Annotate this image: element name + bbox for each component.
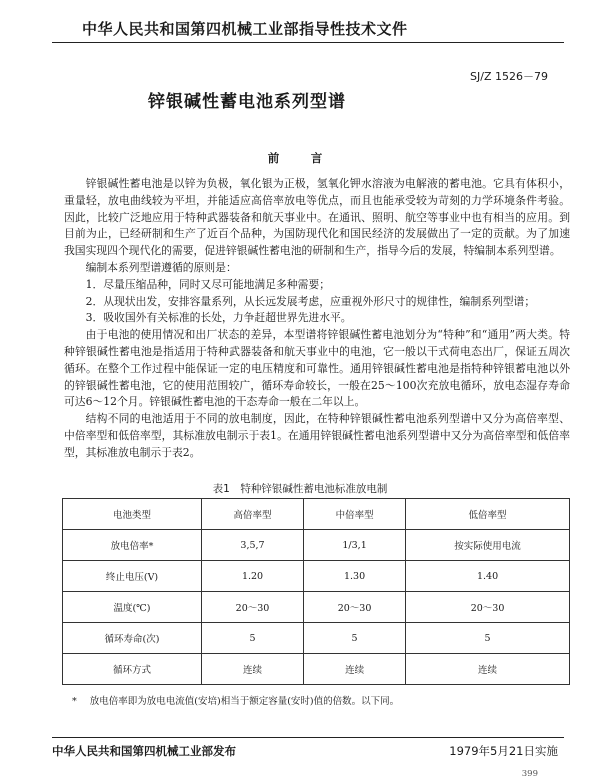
table-row: [63, 623, 570, 654]
footnote-marker: *: [72, 696, 77, 707]
table-cell: 20～30: [304, 592, 406, 623]
row-label: 循环方式: [63, 654, 202, 685]
preface-paragraph: 锌银碱性蓄电池是以锌为负极，氧化银为正极，氢氧化钾水溶液为电解液的蓄电池。它具有体积小，重量轻，放电曲线较为平坦，并能适应高倍率放电等优点，而且也能承受较为苛刻的力学环境条件考验。因此，比较广泛地应用于特种武器装备和航天事业中。在通讯、照明、航空等事业中也有相当的应用。到目前为止，已经研制和生产了近百个品种，为国防现代化和国民经济的发展做出了一定的贡献。为了加速我国实现四个现代化的需要，促进锌银碱性蓄电池的研制和生产，指导今后的发展，特编制本系列型谱。: [64, 177, 570, 258]
table-header-cell: 中倍率型: [304, 499, 406, 530]
document-title: 锌银碱性蓄电池系列型谱: [148, 92, 346, 112]
table-footnote: [72, 693, 399, 707]
standard-code: SJ/Z 1526－79: [470, 70, 548, 83]
table-cell: 1.30: [304, 561, 406, 592]
table-cell: 20～30: [202, 592, 304, 623]
table-cell: 连续: [304, 654, 406, 685]
table-header-row: [63, 499, 570, 530]
principle-item: 2．从现状出发，安排容量系列，从长远发展考虑，应重视外形尺寸的规律性，编制系列型谱；: [85, 294, 536, 308]
publisher: 中华人民共和国第四机械工业部发布: [52, 744, 236, 758]
table-caption: 表1 特种锌银碱性蓄电池标准放电制: [212, 483, 388, 495]
table-header-cell: 高倍率型: [202, 499, 304, 530]
preface-paragraph: 由于电池的使用情况和出厂状态的差异，本型谱将锌银碱性蓄电池划分为“特种”和“通用”两大类。特种锌银碱性蓄电池是指适用于特种武器装备和航天事业中的电池，它一般以干式荷电态出厂，保证五周次循环。在整个工作过程中能保证一定的电压精度和可靠性。通用锌银碱性蓄电池是指特种锌银蓄电池以外的锌银碱性蓄电池，它的使用范围较广，循环寿命较长，一般在25～100次充放电循环，放电态湿存寿命可达6～12个月。锌银碱性蓄电池的干态寿命一般在二年以上。: [64, 328, 570, 409]
table-row: [63, 654, 570, 685]
table-header-cell: 低倍率型: [406, 499, 570, 530]
row-label: 终止电压(V): [63, 561, 202, 592]
footer-rule: [52, 737, 564, 738]
table-cell: 连续: [202, 654, 304, 685]
table-cell: 20～30: [406, 592, 570, 623]
table-cell: 5: [304, 623, 406, 654]
implementation-date: 1979年5月21日实施: [449, 744, 558, 758]
preface-body: [64, 176, 570, 462]
table-cell: 3,5,7: [202, 530, 304, 561]
preface-heading: 前 言: [267, 151, 333, 165]
footnote-text: 放电倍率即为放电电流值(安培)相当于额定容量(安时)值的倍数。以下同。: [89, 696, 400, 707]
table-cell: 5: [202, 623, 304, 654]
preface-paragraph: 编制本系列型谱遵循的原则是：: [85, 260, 237, 274]
discharge-spec-table: [62, 498, 570, 685]
table-row: [63, 561, 570, 592]
principle-item: 1．尽量压缩品种，同时又尽可能地满足多种需要；: [85, 277, 330, 291]
principle-item: 3．吸收国外有关标准的长处，力争赶超世界先进水平。: [85, 311, 352, 325]
row-label: 循环寿命(次): [63, 623, 202, 654]
row-label: 温度(℃): [63, 592, 202, 623]
table-row: [63, 530, 570, 561]
table-cell: 按实际使用电流: [406, 530, 570, 561]
table-cell: 1.20: [202, 561, 304, 592]
issuing-authority-heading: 中华人民共和国第四机械工业部指导性技术文件: [82, 20, 408, 38]
row-label: 放电倍率*: [63, 530, 202, 561]
header-rule: [52, 42, 564, 43]
table-cell: 1.40: [406, 561, 570, 592]
table-cell: 连续: [406, 654, 570, 685]
table-cell: 5: [406, 623, 570, 654]
table-header-cell: 电池类型: [63, 499, 202, 530]
table-cell: 1/3,1: [304, 530, 406, 561]
page-number: 399: [521, 769, 538, 779]
table-row: [63, 592, 570, 623]
preface-paragraph: 结构不同的电池适用于不同的放电制度，因此，在特种锌银碱性蓄电池系列型谱中又分为高倍率型、中倍率型和低倍率型，其标准放电制示于表1。在通用锌银碱性蓄电池系列型谱中又分为高倍率型和低倍率型，其标准放电制示于表2。: [64, 412, 570, 459]
